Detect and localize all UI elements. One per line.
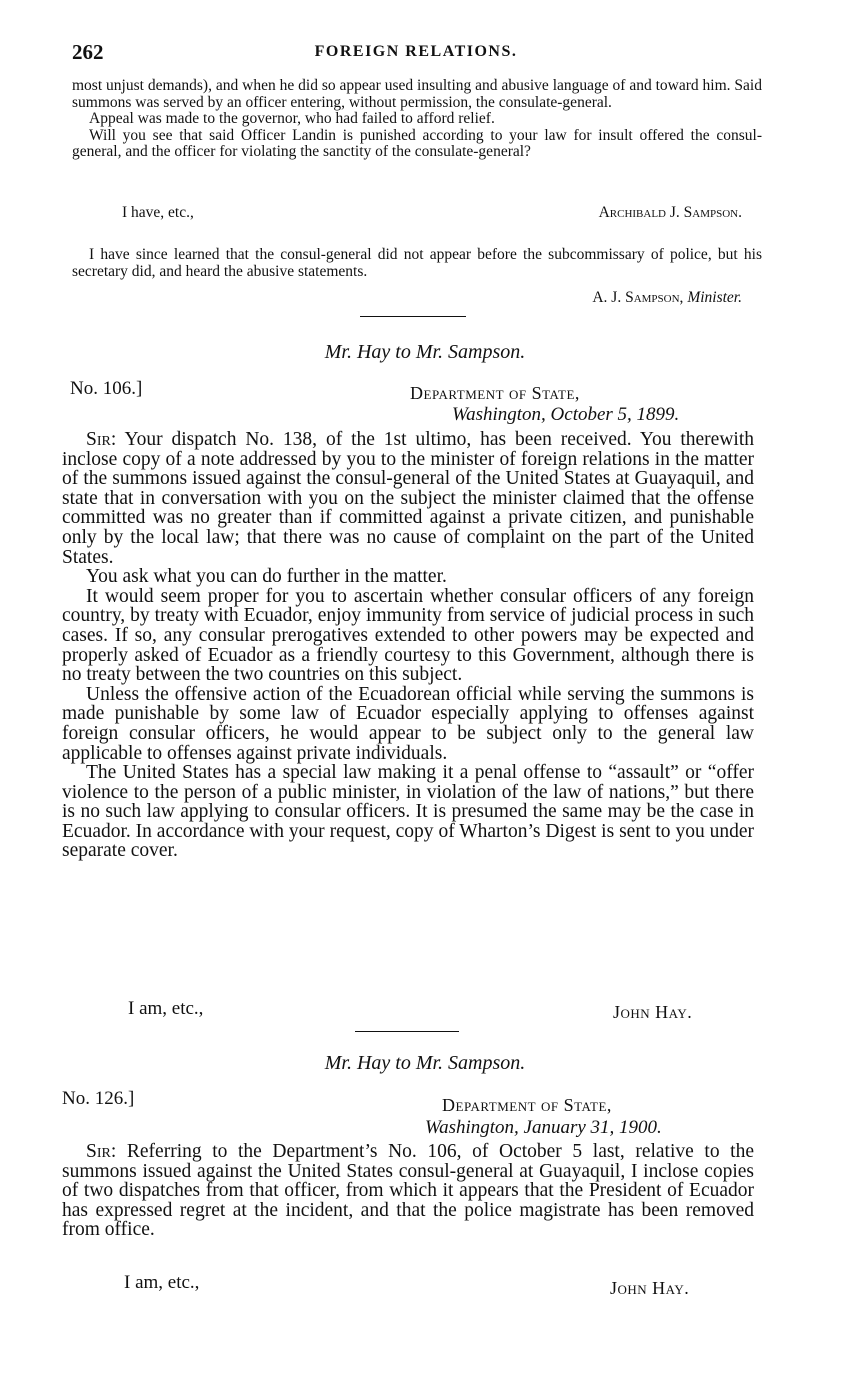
prior-paragraph: Will you see that said Officer Landin is punished according to your law for insult offered the consul-general, and the officer for violating the sanctity of the consulate-general? bbox=[72, 126, 762, 160]
letter-106-department: Department of State, bbox=[410, 383, 580, 403]
letter-106-paragraph: Unless the offensive action of the Ecuadorean official while serving the summons is made punishable by some law of Ecuador especially applying to offenses against foreign consular officers, he would appear to be subject only to the general law applicable to offenses against private individuals. bbox=[62, 683, 754, 764]
prior-signature: Archibald J. Sampson. bbox=[598, 204, 742, 221]
prior-postscript bbox=[72, 247, 762, 280]
postscript-signature-title: Minister. bbox=[687, 289, 742, 306]
letter-126-body bbox=[62, 1142, 754, 1240]
letter-106-heading: Mr. Hay to Mr. Sampson. bbox=[324, 341, 526, 363]
salutation: Sir: bbox=[86, 1141, 117, 1162]
divider-rule bbox=[360, 316, 466, 317]
prior-letter-body bbox=[72, 78, 762, 161]
letter-106-paragraph: It would seem proper for you to ascertain whether consular officers of any foreign country, by treaty with Ecuador, enjoy immunity from service of judicial process in such cases. If so, any consular prerogatives extended to other powers may be expected and properly asked of Ecuador as a friendly courtesy to this Government, although there is no treaty between the two countries on this subject. bbox=[62, 585, 754, 686]
prior-paragraph: Appeal was made to the governor, who had failed to afford relief. bbox=[89, 110, 495, 127]
paragraph-text: Your dispatch No. 138, of the 1st ultimo, has been received. You therewith inclose copy of a note addressed by you to the minister of foreign relations in the matter of the summons issued against the consul-general of the United States at Guayaquil, and state that in conversation with you on the subject the minister claimed that the offense committed was no greater than if committed against a private citizen, and punishable only by the local law; that there was no cause of complaint on the part of the United States. bbox=[62, 429, 754, 568]
letter-106-paragraph: The United States has a special law making it a penal offense to “assault” or “offer violence to the person of a public minister, in violation of the law of nations,” but there is no such law applying to consular officers. It is presumed the same may be the case in Ecuador. In accordance with your request, copy of Wharton’s Digest is sent to you under separate cover. bbox=[62, 762, 754, 862]
letter-106-body bbox=[62, 430, 754, 861]
letter-106-number: No. 106.] bbox=[70, 378, 143, 399]
letter-126-number: No. 126.] bbox=[62, 1088, 135, 1109]
paragraph-text: Referring to the Department’s No. 106, of October 5 last, relative to the summons issued against the United States consul-general at Guayaquil, I inclose copies of two dispatches from that officer, from which it appears that the President of Ecuador has expressed regret at the incident, and that the police magistrate has been removed from office. bbox=[62, 1141, 755, 1241]
prior-closing: I have, etc., bbox=[122, 204, 194, 221]
postscript-signature-name: A. J. Sampson, bbox=[592, 289, 684, 306]
page-header bbox=[72, 40, 760, 66]
letter-126-signature: John Hay. bbox=[610, 1278, 690, 1298]
page-number: 262 bbox=[72, 40, 104, 64]
prior-paragraph: most unjust demands), and when he did so appear used insulting and abusive language of and toward him. Said summons was served by an officer entering, without permission, the consulate-general. bbox=[72, 77, 762, 111]
postscript-paragraph: I have since learned that the consul-general did not appear before the subcommissary of police, but his secretary did, and heard the abusive statements. bbox=[72, 246, 762, 280]
salutation: Sir: bbox=[86, 429, 117, 450]
letter-106-closing: I am, etc., bbox=[128, 998, 204, 1019]
letter-126-closing: I am, etc., bbox=[124, 1272, 200, 1293]
letter-126-paragraph bbox=[62, 1142, 754, 1240]
divider-rule bbox=[355, 1031, 459, 1032]
letter-106-paragraph bbox=[62, 430, 754, 567]
letter-126-heading: Mr. Hay to Mr. Sampson. bbox=[324, 1052, 526, 1074]
running-head: FOREIGN RELATIONS. bbox=[314, 43, 518, 60]
letter-126-department: Department of State, bbox=[442, 1095, 612, 1115]
letter-106-paragraph: You ask what you can do further in the matter. bbox=[86, 566, 447, 588]
letter-106-dateline: Washington, October 5, 1899. bbox=[452, 404, 680, 425]
postscript-signature bbox=[592, 289, 742, 307]
letter-106-signature: John Hay. bbox=[613, 1002, 693, 1022]
letter-126-dateline: Washington, January 31, 1900. bbox=[425, 1117, 662, 1138]
